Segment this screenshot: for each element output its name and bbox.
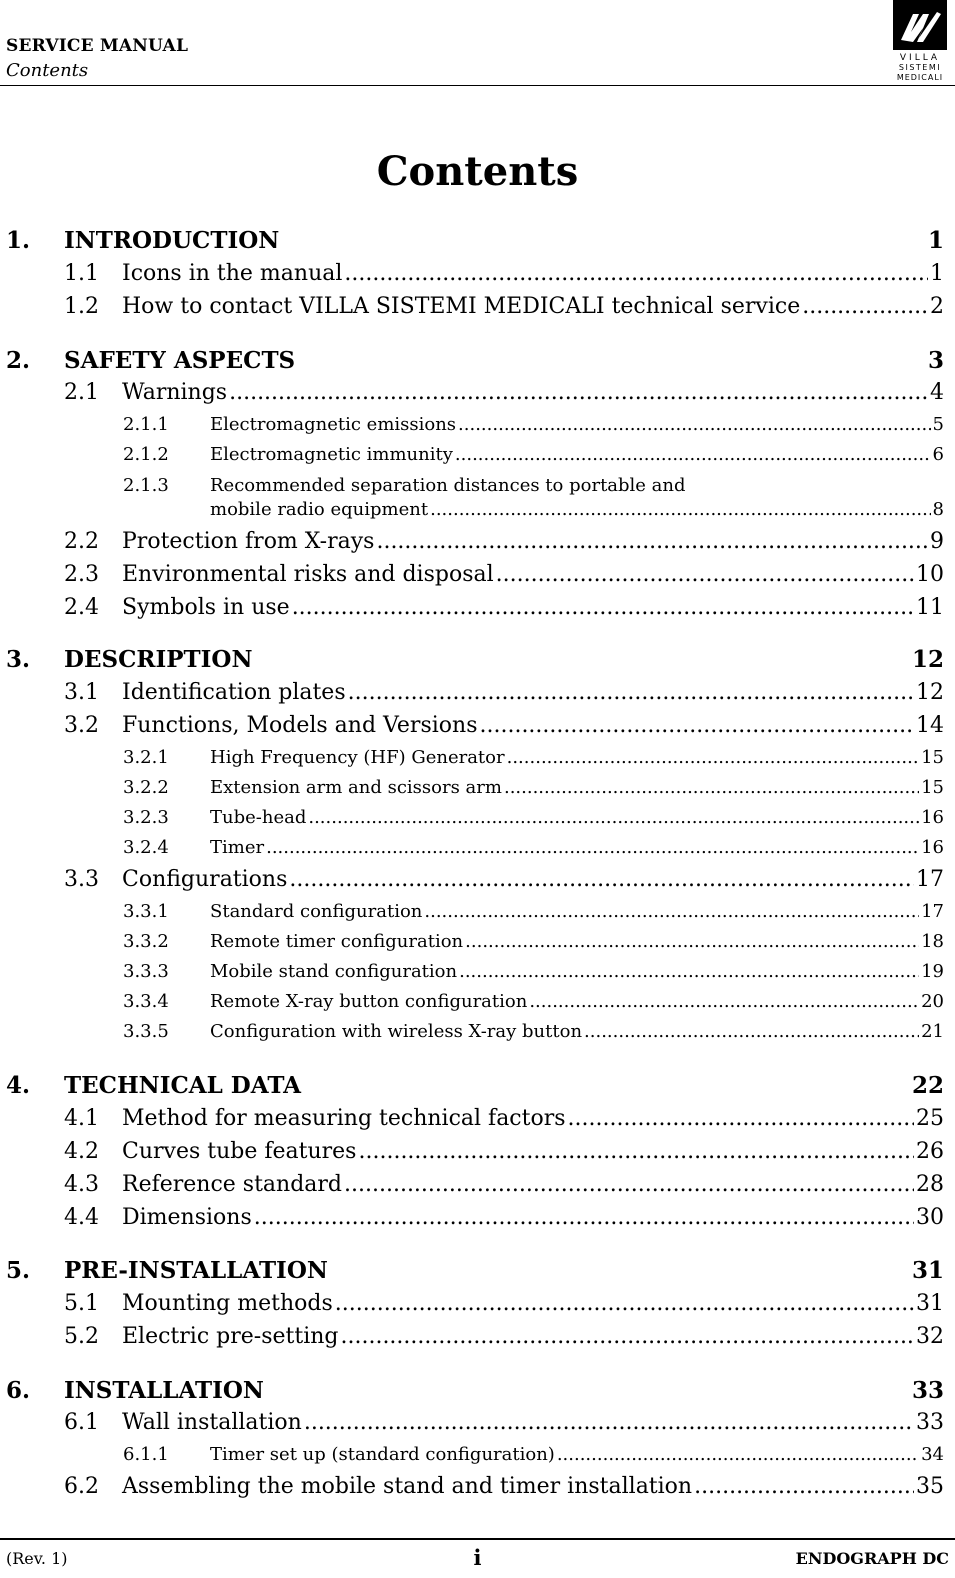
toc-section[interactable] bbox=[64, 1172, 944, 1197]
toc-page: 17 bbox=[921, 901, 944, 922]
toc-chapter[interactable] bbox=[6, 1257, 944, 1284]
toc-page: 32 bbox=[916, 1324, 944, 1349]
toc-label: mobile radio equipment bbox=[210, 499, 429, 520]
toc-number: 6.1.1 bbox=[123, 1444, 169, 1465]
toc-label: Functions, Models and Versions bbox=[122, 713, 478, 738]
toc-leader bbox=[254, 1205, 914, 1230]
logo-text-medicali: MEDICALI bbox=[896, 73, 944, 82]
toc-leader bbox=[344, 1172, 914, 1197]
toc-label: Electromagnetic emissions bbox=[210, 414, 457, 435]
toc-subsection[interactable] bbox=[123, 475, 686, 496]
toc-label: Method for measuring technical factors bbox=[122, 1106, 566, 1131]
toc-subsection[interactable] bbox=[123, 444, 944, 465]
toc-leader bbox=[376, 529, 928, 554]
toc-subsection[interactable] bbox=[123, 747, 944, 768]
toc-number: 3.3.4 bbox=[123, 991, 169, 1012]
toc-subsection[interactable] bbox=[123, 901, 944, 922]
toc-number: 4.3 bbox=[64, 1172, 99, 1197]
toc-section[interactable] bbox=[64, 595, 944, 620]
toc-leader bbox=[292, 595, 914, 620]
toc-section[interactable] bbox=[64, 380, 944, 405]
toc-label: Timer bbox=[210, 837, 265, 858]
toc-section[interactable] bbox=[64, 529, 944, 554]
toc-page: 31 bbox=[916, 1291, 944, 1316]
toc-page: 6 bbox=[932, 444, 944, 465]
toc-label: DESCRIPTION bbox=[64, 646, 253, 673]
toc-chapter[interactable] bbox=[6, 1377, 944, 1404]
toc-section[interactable] bbox=[64, 867, 944, 892]
toc-page: 16 bbox=[921, 807, 944, 828]
toc-leader bbox=[479, 713, 914, 738]
toc-page: 35 bbox=[916, 1474, 944, 1499]
toc-subsection[interactable] bbox=[123, 777, 944, 798]
toc-leader bbox=[229, 380, 928, 405]
toc-section[interactable] bbox=[64, 1139, 944, 1164]
toc-leader bbox=[340, 1324, 914, 1349]
logo-text-sistemi: SISTEMI bbox=[898, 63, 942, 72]
toc-label: Recommended separation distances to portable and bbox=[210, 475, 686, 496]
toc-page: 18 bbox=[921, 931, 944, 952]
toc-number: 2.1.3 bbox=[123, 475, 169, 496]
toc-subsection[interactable] bbox=[123, 961, 944, 982]
toc-number: 2.3 bbox=[64, 562, 99, 587]
toc-number: 2.4 bbox=[64, 595, 99, 620]
toc-page: 33 bbox=[911, 1377, 944, 1404]
toc-page: 14 bbox=[916, 713, 944, 738]
toc-subsection[interactable] bbox=[123, 837, 944, 858]
toc-leader bbox=[348, 680, 914, 705]
toc-chapter[interactable] bbox=[6, 227, 944, 254]
toc-label: Timer set up (standard configuration) bbox=[210, 1444, 555, 1465]
footer-product-name: ENDOGRAPH DC bbox=[795, 1549, 949, 1568]
toc-number: 2.2 bbox=[64, 529, 99, 554]
toc-number: 3.2 bbox=[64, 713, 99, 738]
toc-label: Standard configuration bbox=[210, 901, 423, 922]
toc-page: 25 bbox=[916, 1106, 944, 1131]
toc-page: 12 bbox=[916, 680, 944, 705]
toc-section[interactable] bbox=[64, 1474, 944, 1499]
toc-leader bbox=[694, 1474, 914, 1499]
toc-page: 12 bbox=[911, 646, 944, 673]
toc-label: Symbols in use bbox=[122, 595, 290, 620]
toc-leader bbox=[289, 867, 914, 892]
toc-number: 1. bbox=[6, 227, 31, 254]
toc-page: 33 bbox=[916, 1410, 944, 1435]
toc-label: PRE-INSTALLATION bbox=[64, 1257, 328, 1284]
toc-page: 20 bbox=[921, 991, 944, 1012]
toc-number: 5.2 bbox=[64, 1324, 99, 1349]
toc-leader bbox=[430, 499, 930, 520]
toc-page: 28 bbox=[916, 1172, 944, 1197]
toc-number: 4.4 bbox=[64, 1205, 99, 1230]
toc-subsection[interactable] bbox=[123, 1021, 944, 1042]
toc-label: SAFETY ASPECTS bbox=[64, 347, 296, 374]
toc-label: TECHNICAL DATA bbox=[64, 1072, 302, 1099]
toc-number: 4.1 bbox=[64, 1106, 99, 1131]
toc-subsection[interactable] bbox=[123, 991, 944, 1012]
footer-revision: (Rev. 1) bbox=[6, 1549, 68, 1568]
toc-section[interactable] bbox=[64, 261, 944, 286]
toc-leader bbox=[459, 961, 919, 982]
toc-number: 3.3.1 bbox=[123, 901, 169, 922]
toc-section[interactable] bbox=[64, 1324, 944, 1349]
toc-label: Assembling the mobile stand and timer installation bbox=[122, 1474, 693, 1499]
toc-number: 3.3.2 bbox=[123, 931, 169, 952]
toc-label: Dimensions bbox=[122, 1205, 252, 1230]
toc-page: 1 bbox=[927, 227, 944, 254]
toc-page: 26 bbox=[916, 1139, 944, 1164]
toc-subsection[interactable] bbox=[123, 931, 944, 952]
footer-divider bbox=[0, 1538, 955, 1540]
toc-number: 2.1 bbox=[64, 380, 99, 405]
toc-number: 6.1 bbox=[64, 1410, 99, 1435]
toc-number: 3.2.2 bbox=[123, 777, 169, 798]
toc-leader bbox=[308, 807, 919, 828]
toc-number: 2.1.2 bbox=[123, 444, 169, 465]
toc-leader bbox=[455, 444, 931, 465]
toc-page: 34 bbox=[921, 1444, 944, 1465]
toc-leader bbox=[344, 261, 928, 286]
toc-leader bbox=[496, 562, 914, 587]
toc-subsection[interactable] bbox=[123, 414, 944, 435]
toc-leader bbox=[458, 414, 931, 435]
toc-label: INTRODUCTION bbox=[64, 227, 280, 254]
toc-subsection[interactable] bbox=[123, 1444, 944, 1465]
toc-leader bbox=[465, 931, 919, 952]
toc-number: 6. bbox=[6, 1377, 31, 1404]
toc-page: 19 bbox=[921, 961, 944, 982]
toc-page: 21 bbox=[921, 1021, 944, 1042]
toc-page: 4 bbox=[930, 380, 944, 405]
toc-page: 16 bbox=[921, 837, 944, 858]
toc-label: How to contact VILLA SISTEMI MEDICALI technical service bbox=[122, 294, 801, 319]
toc-label: Configuration with wireless X-ray button bbox=[210, 1021, 583, 1042]
toc-label: INSTALLATION bbox=[64, 1377, 264, 1404]
toc-label: Reference standard bbox=[122, 1172, 342, 1197]
toc-page: 15 bbox=[921, 747, 944, 768]
toc-label: Configurations bbox=[122, 867, 288, 892]
toc-page: 30 bbox=[916, 1205, 944, 1230]
toc-label: Protection from X-rays bbox=[122, 529, 375, 554]
footer-page-number: i bbox=[473, 1545, 482, 1570]
toc-section[interactable] bbox=[64, 562, 944, 587]
toc-number: 5.1 bbox=[64, 1291, 99, 1316]
toc-number: 3.3.5 bbox=[123, 1021, 169, 1042]
toc-number: 6.2 bbox=[64, 1474, 99, 1499]
toc-leader bbox=[335, 1291, 914, 1316]
toc-section[interactable] bbox=[64, 294, 944, 319]
toc-section[interactable] bbox=[64, 1106, 944, 1131]
toc-page: 3 bbox=[927, 347, 944, 374]
toc-page: 1 bbox=[930, 261, 944, 286]
toc-page: 17 bbox=[916, 867, 944, 892]
toc-page: 5 bbox=[932, 414, 944, 435]
toc-number: 3. bbox=[6, 646, 31, 673]
toc-leader bbox=[584, 1021, 919, 1042]
toc-number: 4.2 bbox=[64, 1139, 99, 1164]
toc-page: 15 bbox=[921, 777, 944, 798]
toc-number: 3.2.1 bbox=[123, 747, 169, 768]
toc-page: 2 bbox=[930, 294, 944, 319]
page-title: Contents bbox=[376, 148, 579, 195]
toc-page: 10 bbox=[916, 562, 944, 587]
toc-label: Wall installation bbox=[122, 1410, 302, 1435]
toc-label: High Frequency (HF) Generator bbox=[210, 747, 505, 768]
toc-section[interactable] bbox=[64, 1291, 944, 1316]
toc-leader bbox=[358, 1139, 914, 1164]
header-subtitle: Contents bbox=[6, 60, 89, 81]
toc-number: 3.2.3 bbox=[123, 807, 169, 828]
toc-section[interactable] bbox=[64, 713, 944, 738]
toc-number: 3.1 bbox=[64, 680, 99, 705]
toc-label: Icons in the manual bbox=[122, 261, 343, 286]
toc-label: Remote X-ray button configuration bbox=[210, 991, 528, 1012]
toc-leader bbox=[304, 1410, 914, 1435]
toc-page: 22 bbox=[911, 1072, 944, 1099]
toc-chapter[interactable] bbox=[6, 347, 944, 374]
toc-label: Remote timer configuration bbox=[210, 931, 464, 952]
header-title: SERVICE MANUAL bbox=[6, 36, 189, 56]
toc-page: 9 bbox=[930, 529, 944, 554]
toc-section[interactable] bbox=[64, 1410, 944, 1435]
toc-label: Identification plates bbox=[122, 680, 346, 705]
toc-number: 5. bbox=[6, 1257, 31, 1284]
toc-leader bbox=[802, 294, 928, 319]
toc-label: Tube-head bbox=[210, 807, 307, 828]
toc-number: 2.1.1 bbox=[123, 414, 169, 435]
toc-number: 3.2.4 bbox=[123, 837, 169, 858]
toc-section[interactable] bbox=[64, 1205, 944, 1230]
toc-label: Mobile stand configuration bbox=[210, 961, 458, 982]
toc-label: Electric pre-setting bbox=[122, 1324, 339, 1349]
toc-leader bbox=[507, 747, 919, 768]
toc-label: Curves tube features bbox=[122, 1139, 357, 1164]
toc-leader bbox=[266, 837, 919, 858]
toc-chapter[interactable] bbox=[6, 646, 944, 673]
toc-label: Mounting methods bbox=[122, 1291, 333, 1316]
toc-number: 3.3.3 bbox=[123, 961, 169, 982]
toc-chapter[interactable] bbox=[6, 1072, 944, 1099]
toc-page: 31 bbox=[911, 1257, 944, 1284]
toc-subsection[interactable] bbox=[123, 807, 944, 828]
toc-page: 11 bbox=[916, 595, 944, 620]
toc-leader bbox=[424, 901, 919, 922]
toc-number: 1.1 bbox=[64, 261, 99, 286]
toc-number: 2. bbox=[6, 347, 31, 374]
toc-number: 4. bbox=[6, 1072, 31, 1099]
toc-leader bbox=[504, 777, 919, 798]
toc-page: 8 bbox=[932, 499, 944, 520]
toc-label: Warnings bbox=[122, 380, 228, 405]
toc-label: Electromagnetic immunity bbox=[210, 444, 453, 465]
toc-leader bbox=[529, 991, 919, 1012]
toc-section[interactable] bbox=[64, 680, 944, 705]
toc-leader bbox=[557, 1444, 919, 1465]
toc-label: Environmental risks and disposal bbox=[122, 562, 494, 587]
toc-label: Extension arm and scissors arm bbox=[210, 777, 502, 798]
toc-number: 3.3 bbox=[64, 867, 99, 892]
toc-subsection-continued[interactable] bbox=[210, 499, 944, 520]
logo-text-villa: VILLA bbox=[899, 53, 941, 63]
toc-number: 1.2 bbox=[64, 294, 99, 319]
toc-leader bbox=[568, 1106, 914, 1131]
